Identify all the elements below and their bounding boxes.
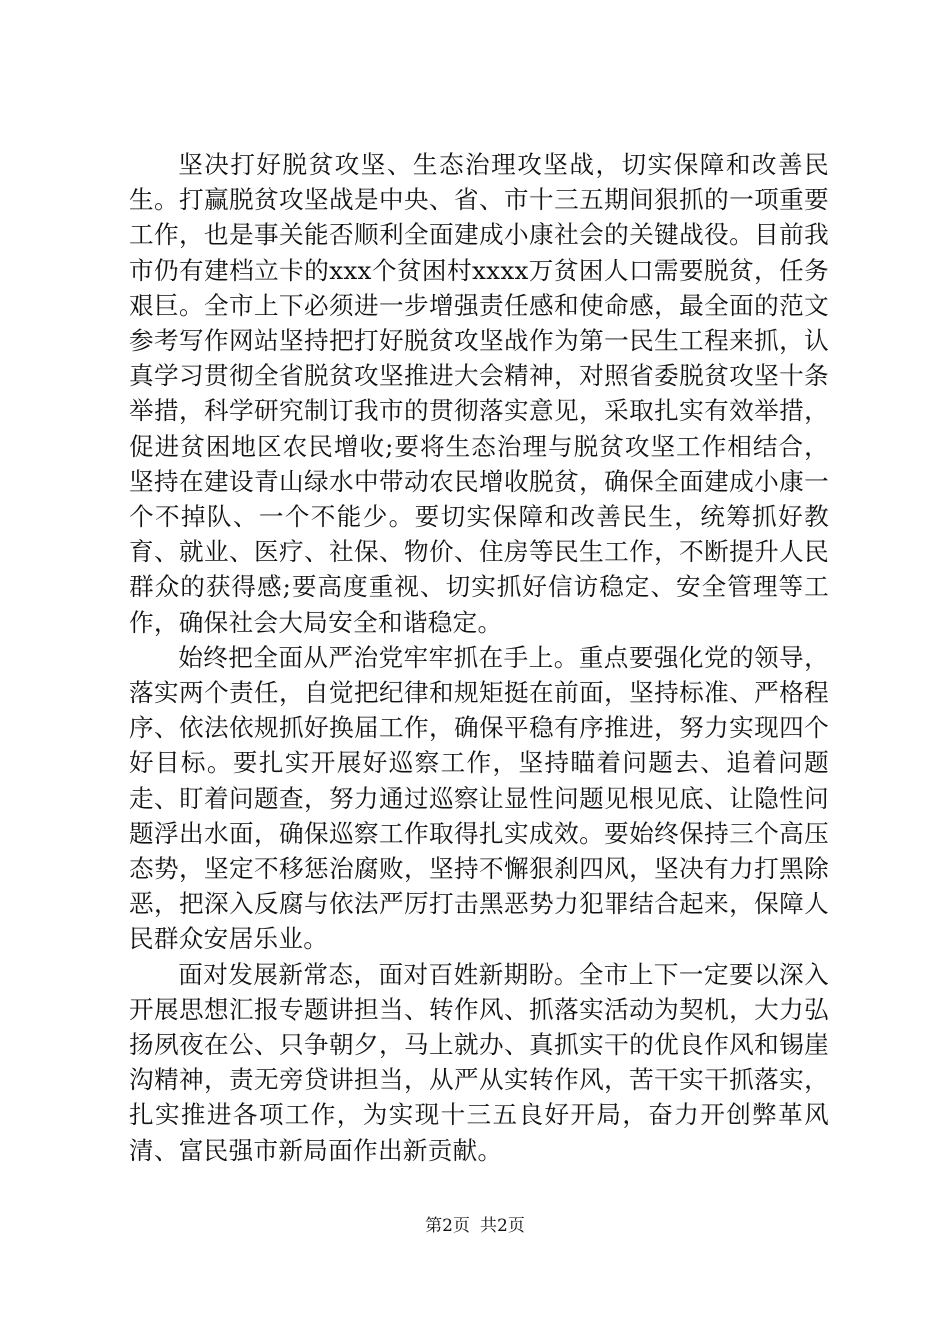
- page-number-current: 第2页: [425, 1216, 470, 1236]
- page-footer: [0, 1214, 950, 1238]
- page-number-total: 共2页: [480, 1216, 525, 1236]
- paragraph-party-governance: 始终把全面从严治党牢牢抓在手上。重点要强化党的领导，落实两个责任，自觉把纪律和规矩挺在前面，坚持标准、严格程序、依法依规抓好换届工作，确保平稳有序推进，努力实现四个好目标。要扎实开展好巡察工作，坚持瞄着问题去、追着问题走、盯着问题查，努力通过巡察让显性问题见根见底、让隐性问题浮出水面，确保巡察工作取得扎实成效。要始终保持三个高压态势，坚定不移惩治腐败，坚持不懈狠刹四风，坚决有力打黑除恶，把深入反腐与依法严厉打击黑恶势力犯罪结合起来，保障人民群众安居乐业。: [129, 642, 829, 954]
- paragraph-new-normal: 面对发展新常态，面对百姓新期盼。全市上下一定要以深入开展思想汇报专题讲担当、转作风、抓落实活动为契机，大力弘扬夙夜在公、只争朝夕，马上就办、真抓实干的优良作风和锡崖沟精神，责无旁贷讲担当，从严从实转作风，苦干实干抓落实，扎实推进各项工作，为实现十三五良好开局，奋力开创弊革风清、富民强市新局面作出新贡献。: [129, 959, 829, 1165]
- document-body: [129, 147, 829, 1168]
- paragraph-poverty-alleviation: 坚决打好脱贫攻坚、生态治理攻坚战，切实保障和改善民生。打赢脱贫攻坚战是中央、省、市十三五期间狠抓的一项重要工作，也是事关能否顺利全面建成小康社会的关键战役。目前我市仍有建档立卡的xxx个贫困村xxxx万贫困人口需要脱贫，任务艰巨。全市上下必须进一步增强责任感和使命感，最全面的范文参考写作网站坚持把打好脱贫攻坚战作为第一民生工程来抓，认真学习贯彻全省脱贫攻坚推进大会精神，对照省委脱贫攻坚十条举措，科学研究制订我市的贯彻落实意见，采取扎实有效举措，促进贫困地区农民增收;要将生态治理与脱贫攻坚工作相结合，坚持在建设青山绿水中带动农民增收脱贫，确保全面建成小康一个不掉队、一个不能少。要切实保障和改善民生，统筹抓好教育、就业、医疗、社保、物价、住房等民生工作，不断提升人民群众的获得感;要高度重视、切实抓好信访稳定、安全管理等工作，确保社会大局安全和谐稳定。: [129, 150, 829, 637]
